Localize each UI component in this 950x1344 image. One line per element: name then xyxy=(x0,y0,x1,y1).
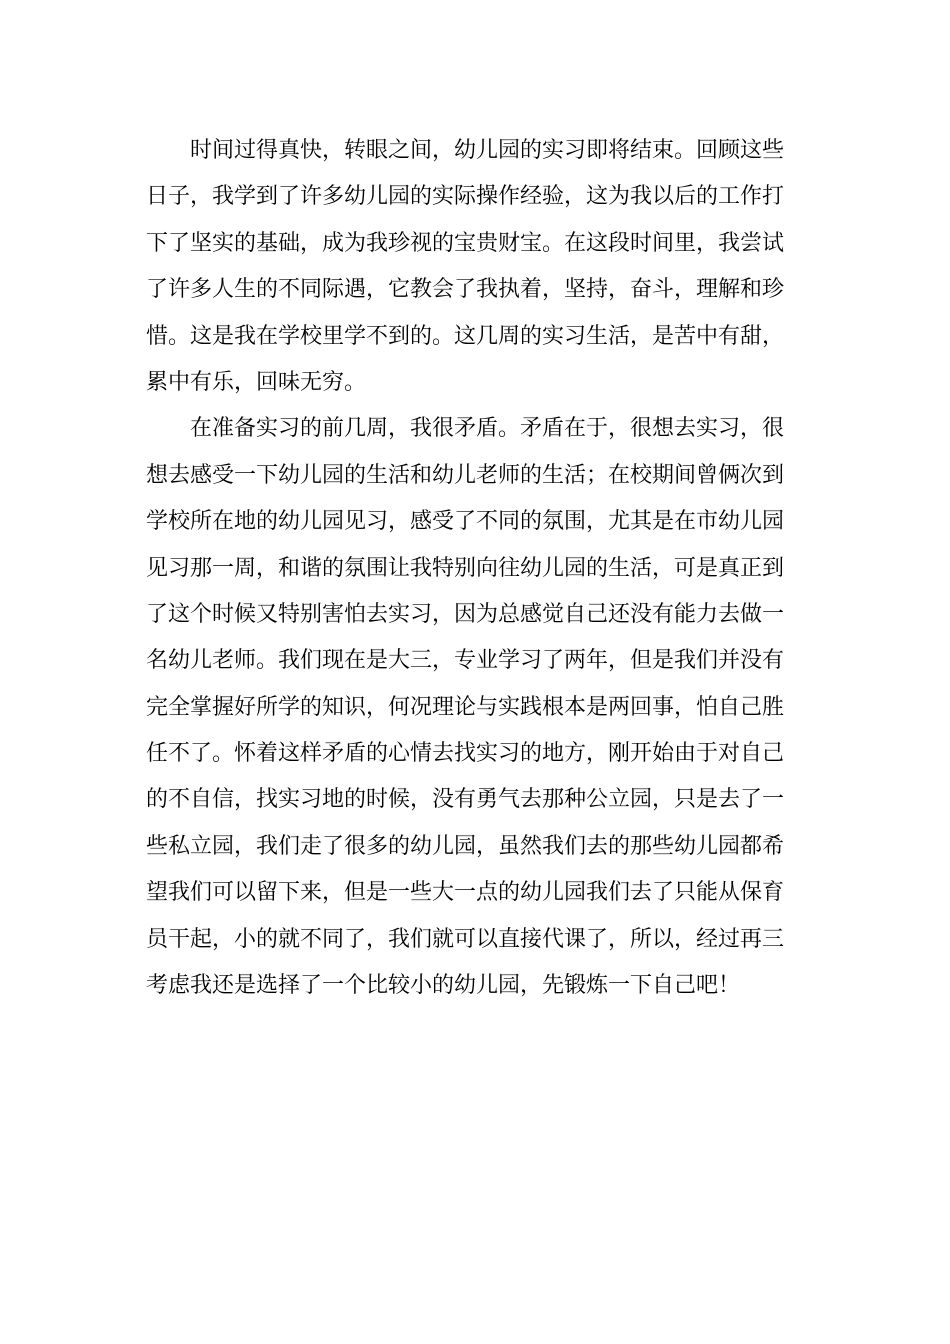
text-line: 见习那一周，和谐的氛围让我特别向往幼儿园的生活，可是真正到 xyxy=(146,555,785,581)
text-line: 了这个时候又特别害怕去实习，因为总感觉自己还没有能力去做一 xyxy=(146,601,785,627)
text-line: 时间过得真快，转眼之间，幼儿园的实习即将结束。回顾这些 xyxy=(190,138,785,163)
text-line: 名幼儿老师。我们现在是大三，专业学习了两年，但是我们并没有 xyxy=(146,648,785,674)
text-line: 考虑我还是选择了一个比较小的幼儿园，先锻炼一下自己吧！ xyxy=(146,973,741,999)
text-line: 了许多人生的不同际遇，它教会了我执着，坚持，奋斗，理解和珍 xyxy=(146,277,785,303)
text-line: 学校所在地的幼儿园见习，感受了不同的氛围，尤其是在市幼儿园 xyxy=(146,509,785,535)
text-line: 些私立园，我们走了很多的幼儿园，虽然我们去的那些幼儿园都希 xyxy=(146,833,785,859)
document-body xyxy=(146,128,806,1009)
text-line: 惜。这是我在学校里学不到的。这几周的实习生活，是苦中有甜， xyxy=(146,323,785,349)
text-line: 任不了。怀着这样矛盾的心情去找实习的地方，刚开始由于对自己 xyxy=(146,741,785,767)
text-line: 累中有乐，回味无穷。 xyxy=(146,369,367,395)
text-line: 的不自信，找实习地的时候，没有勇气去那种公立园，只是去了一 xyxy=(146,787,785,813)
text-line: 日子，我学到了许多幼儿园的实际操作经验，这为我以后的工作打 xyxy=(146,184,785,210)
paragraph-1 xyxy=(146,128,806,406)
paragraph-2 xyxy=(146,406,806,1009)
text-line: 员干起，小的就不同了，我们就可以直接代课了，所以，经过再三 xyxy=(146,926,785,952)
text-line: 下了坚实的基础，成为我珍视的宝贵财宝。在这段时间里，我尝试 xyxy=(146,230,785,256)
text-line: 想去感受一下幼儿园的生活和幼儿老师的生活；在校期间曾俩次到 xyxy=(146,462,785,488)
text-line: 望我们可以留下来，但是一些大一点的幼儿园我们去了只能从保育 xyxy=(146,880,785,906)
text-line: 完全掌握好所学的知识，何况理论与实践根本是两回事，怕自己胜 xyxy=(146,694,785,720)
text-line: 在准备实习的前几周，我很矛盾。矛盾在于，很想去实习，很 xyxy=(190,416,785,442)
